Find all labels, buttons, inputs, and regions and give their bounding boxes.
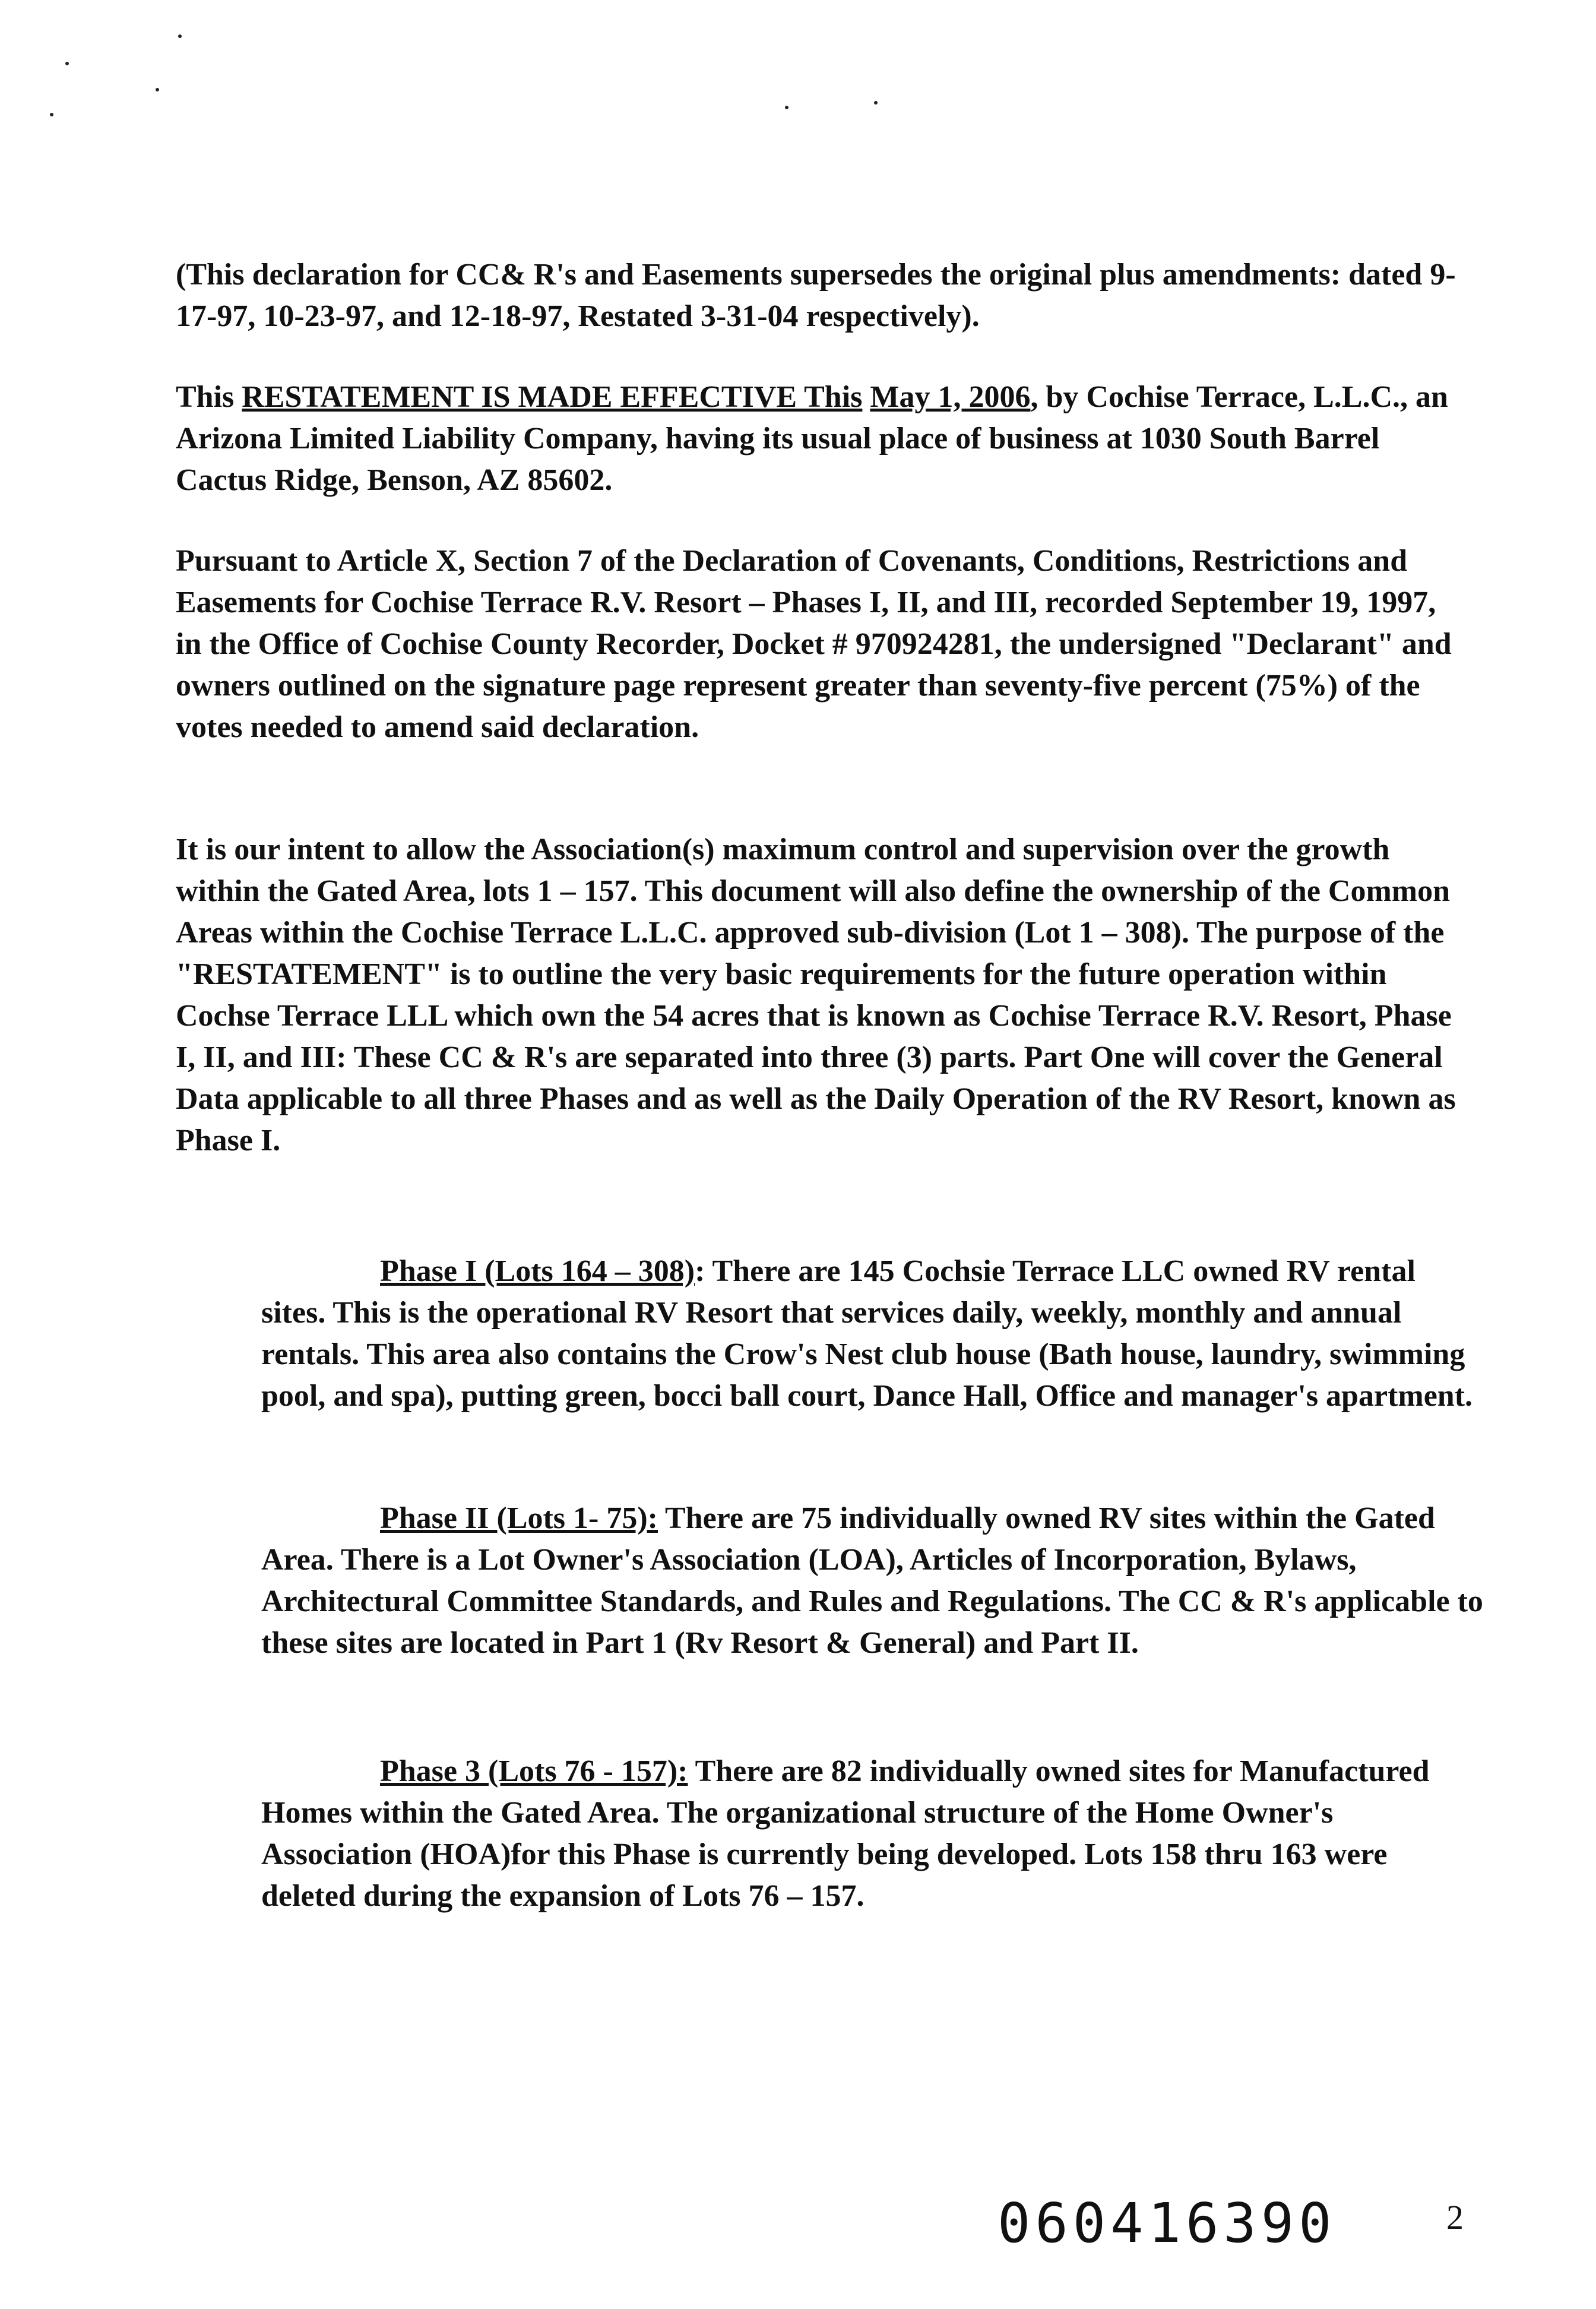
phase-two-paragraph [261,1498,1484,1664]
pursuant-text: Pursuant to Article X, Section 7 of the Declaration of Covenants, Conditions, Restrictions and Easements for Cochise Terrace R.V. Resort – Phases I, II, and III, recorded September 19, 1997, in the Office of Cochise County Recorder, Docket # 970924281, the undersigned "Declarant" and owners outlined on the signature page represent greater than seventy-five percent (75%) of the votes needed to amend said declaration. [176,544,1452,744]
restatement-text: , by Cochise Terrace, L.L.C., an Arizona Limited Liability Company, having its usual place of business at 1030 South Barrel Cactus Ridge, Benson, AZ 85602. [176,380,1448,497]
pursuant-paragraph [176,540,1458,748]
effective-date: May 1, 2006 [870,380,1031,414]
scan-speck [156,88,159,91]
phase-three-heading: Phase 3 (Lots 76 - 157): [380,1754,688,1788]
phase-three-text: There are 82 individually owned sites for Manufactured Homes within the Gated Area. The organizational structure of the Home Owner's Association (HOA)for this Phase is currently being developed. Lots 158 thru 163 were deleted during the expansion of Lots 76 – 157. [261,1754,1430,1913]
phase-three-paragraph [261,1751,1484,1917]
phase-one-heading: Phase I (Lots 164 – 308) [380,1254,695,1288]
scan-speck [874,101,878,105]
intent-text: It is our intent to allow the Association(s) maximum control and supervision over the growth within the Gated Area, lots 1 – 157. This document will also define the ownership of the Common Areas within the Cochise Terrace L.L.C. approved sub-division (Lot 1 – 308). The purpose of the "RESTATEMENT" is to outline the very basic requirements for the future operation within Cochse Terrace LLL which own the 54 acres that is known as Cochise Terrace R.V. Resort, Phase I, II, and III: These CC & R's are separated into three (3) parts. Part One will cover the General Data applicable to all three Phases and as well as the Daily Operation of the RV Resort, known as Phase I. [176,833,1456,1157]
phase-two-heading: Phase II (Lots 1- 75): [380,1501,658,1535]
restatement-space [862,380,870,414]
intent-paragraph [176,829,1458,1162]
scan-speck [785,106,788,109]
intro-text: (This declaration for CC& R's and Easements supersedes the original plus amendments: dated 9-17-97, 10-23-97, and 12-18-97, Restated 3-31-04 respectively). [176,258,1456,333]
restatement-heading: RESTATEMENT IS MADE EFFECTIVE This [242,380,863,414]
page-number: 2 [1446,2198,1464,2237]
scan-speck [65,62,69,65]
phase-one-paragraph [261,1251,1484,1417]
phase-one-text: : There are 145 Cochsie Terrace LLC owned RV rental sites. This is the operational RV Resort that services daily, weekly, monthly and annual rentals. This area also contains the Crow's Nest club house (Bath house, laundry, swimming pool, and spa), putting green, bocci ball court, Dance Hall, Office and manager's apartment. [261,1254,1473,1413]
phase-two-text: There are 75 individually owned RV sites within the Gated Area. There is a Lot Owner's Association (LOA), Articles of Incorporation, Bylaws, Architectural Committee Standards, and Rules and Regulations. The CC & R's applicable to these sites are located in Part 1 (Rv Resort & General) and Part II. [261,1501,1483,1660]
restatement-prefix: This [176,380,242,414]
intro-paragraph [176,254,1458,337]
scan-speck [50,113,53,116]
document-number: 060416390 [998,2191,1337,2255]
restatement-paragraph [176,377,1458,501]
scan-speck [178,34,182,38]
